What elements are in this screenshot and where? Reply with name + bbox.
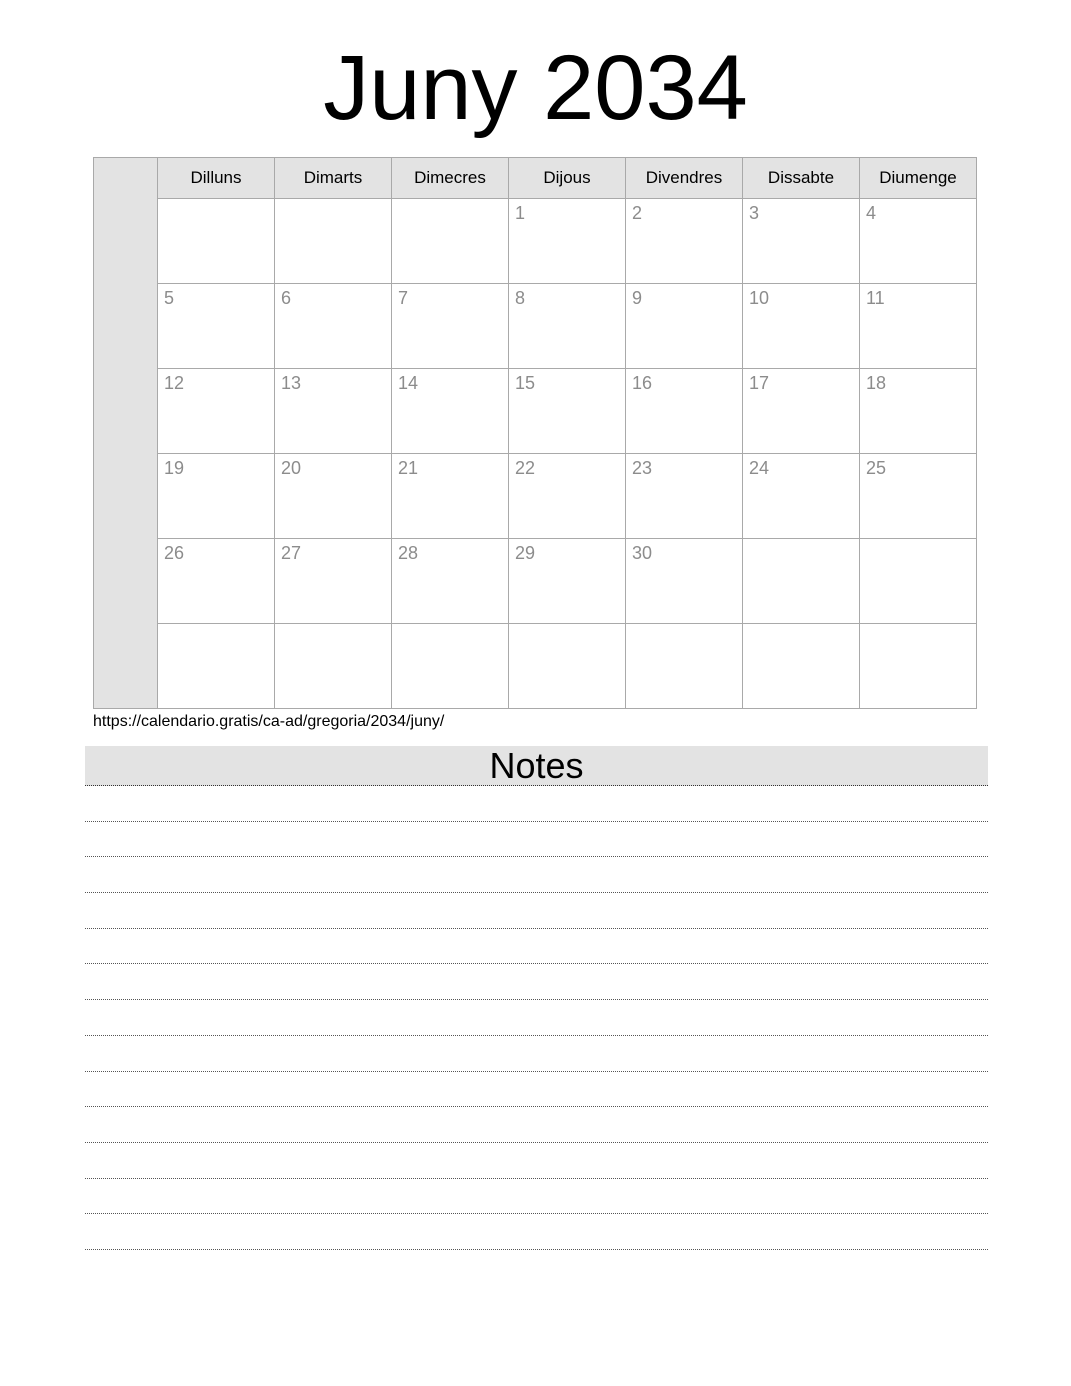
source-url: https://calendario.gratis/ca-ad/gregoria/2034/juny/ xyxy=(93,713,445,730)
day-cell: 16 xyxy=(626,369,743,454)
weekday-header-row xyxy=(94,158,977,199)
day-cell xyxy=(275,624,392,709)
day-cell: 9 xyxy=(626,284,743,369)
day-cell xyxy=(275,199,392,284)
day-cell: 25 xyxy=(860,454,977,539)
week-row xyxy=(94,624,977,709)
note-line xyxy=(85,786,988,822)
day-cell: 24 xyxy=(743,454,860,539)
day-cell: 12 xyxy=(158,369,275,454)
weekday-header-dimarts: Dimarts xyxy=(275,158,392,199)
weekday-header-dijous: Dijous xyxy=(509,158,626,199)
notes-header xyxy=(85,746,988,786)
day-cell: 10 xyxy=(743,284,860,369)
note-line xyxy=(85,1214,988,1250)
calendar-table xyxy=(93,157,977,709)
calendar-left-gutter xyxy=(94,158,158,709)
note-line xyxy=(85,822,988,858)
day-cell: 23 xyxy=(626,454,743,539)
day-cell: 5 xyxy=(158,284,275,369)
weekday-header-dissabte: Dissabte xyxy=(743,158,860,199)
day-cell xyxy=(158,199,275,284)
note-line xyxy=(85,964,988,1000)
day-cell: 18 xyxy=(860,369,977,454)
day-cell xyxy=(392,199,509,284)
note-line xyxy=(85,1107,988,1143)
note-line xyxy=(85,857,988,893)
week-row xyxy=(94,284,977,369)
day-cell: 29 xyxy=(509,539,626,624)
week-row xyxy=(94,369,977,454)
day-cell: 4 xyxy=(860,199,977,284)
day-cell xyxy=(392,624,509,709)
note-line xyxy=(85,1072,988,1108)
day-cell xyxy=(626,624,743,709)
day-cell xyxy=(860,539,977,624)
notes-lines xyxy=(85,786,988,1250)
day-cell xyxy=(860,624,977,709)
note-line xyxy=(85,1000,988,1036)
week-row xyxy=(94,539,977,624)
day-cell xyxy=(743,624,860,709)
day-cell: 15 xyxy=(509,369,626,454)
page-title: Juny 2034 xyxy=(323,37,748,139)
note-line xyxy=(85,1036,988,1072)
day-cell: 30 xyxy=(626,539,743,624)
notes-title: Notes xyxy=(489,745,584,786)
day-cell: 2 xyxy=(626,199,743,284)
day-cell: 8 xyxy=(509,284,626,369)
day-cell: 19 xyxy=(158,454,275,539)
weekday-header-dimecres: Dimecres xyxy=(392,158,509,199)
note-line xyxy=(85,893,988,929)
day-cell xyxy=(158,624,275,709)
day-cell: 14 xyxy=(392,369,509,454)
day-cell: 7 xyxy=(392,284,509,369)
day-cell: 11 xyxy=(860,284,977,369)
day-cell: 1 xyxy=(509,199,626,284)
day-cell: 20 xyxy=(275,454,392,539)
day-cell: 13 xyxy=(275,369,392,454)
day-cell: 21 xyxy=(392,454,509,539)
day-cell: 22 xyxy=(509,454,626,539)
weekday-header-divendres: Divendres xyxy=(626,158,743,199)
day-cell: 28 xyxy=(392,539,509,624)
day-cell: 3 xyxy=(743,199,860,284)
week-row xyxy=(94,454,977,539)
day-cell: 27 xyxy=(275,539,392,624)
note-line xyxy=(85,929,988,965)
day-cell xyxy=(509,624,626,709)
weekday-header-diumenge: Diumenge xyxy=(860,158,977,199)
day-cell: 6 xyxy=(275,284,392,369)
day-cell: 17 xyxy=(743,369,860,454)
day-cell xyxy=(743,539,860,624)
week-row xyxy=(94,199,977,284)
day-cell: 26 xyxy=(158,539,275,624)
note-line xyxy=(85,1179,988,1215)
note-line xyxy=(85,1143,988,1179)
weekday-header-dilluns: Dilluns xyxy=(158,158,275,199)
